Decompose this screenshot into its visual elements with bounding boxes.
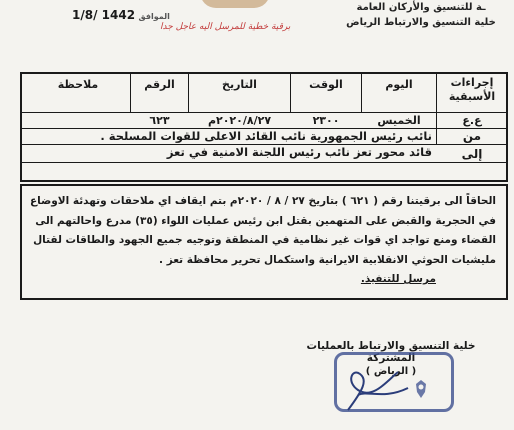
col-number-header: الرقم [144, 78, 175, 91]
body-closing: مرسل للتنفيذ. [360, 273, 436, 285]
body-line-3: القضاء ومنع تواجد اي قوات غير نظامية في المنطقة وتوجيه جميع الجهود والطاقات لقتال [33, 234, 496, 246]
cable-header-table [20, 72, 508, 182]
letterhead-org [336, 2, 506, 28]
to-value: قائد محور تعز نائب رئيس اللجنة الامنية في تعز [166, 145, 432, 159]
col-time-header: الوقت [309, 78, 343, 91]
body-line-4: مليشيات الحوثي الانقلابية الايرانية واستكمال تحرير محافظة تعز . [159, 253, 496, 266]
priority-code: ع.ع [462, 114, 482, 127]
col-note-header: ملاحظة [57, 78, 99, 91]
body-line-2: في الحجرية والقبض على المتهمين بقتل ابن رئيس عمليات اللواء (٣٥) مدرع واحالتهم الى [35, 214, 496, 227]
procedures-header: إجراءات الأسبقية [448, 76, 496, 103]
date-value-cell: ٢٠٢٠/٨/٢٧م [207, 114, 272, 127]
col-day-header: اليوم [385, 78, 413, 91]
number-value: ٦٢٣ [149, 114, 170, 127]
message-body [20, 184, 508, 300]
header-date [72, 8, 174, 22]
date-value: 1442 /1/8 [72, 8, 136, 22]
priority-note: برقية خطية للمرسل اليه عاجل جدا [160, 22, 291, 32]
from-value: نائب رئيس الجمهورية نائب القائد الاعلى للقوات المسلحة . [100, 129, 432, 143]
org-line-2: خلية التنسيق والارتباط الرياض [346, 17, 496, 28]
emblem-top-fragment [200, 0, 270, 8]
body-line-1: الحاقاً الى برقيتنا رقم ( ٦٢١ ) بتاريخ ٢٧ / ٨ / ٢٠٢٠م بتم ايقاف اي ملاحقات وتهدئة الاوضاع [30, 195, 496, 207]
day-value: الخميس [377, 114, 421, 127]
handwritten-signature [338, 360, 428, 420]
time-value: ٢٣٠٠ [312, 114, 340, 127]
signature-city: ( الرياض ) [365, 366, 417, 377]
from-label: من [462, 129, 482, 143]
date-label: الموافق [138, 12, 170, 21]
to-label: إلى [461, 147, 483, 161]
org-line-1: ـة للتنسيق والأركان العامة [356, 2, 486, 13]
col-date-header: التاريخ [222, 78, 257, 91]
signature-org: خلية التنسيق والارتباط بالعمليات المشتركة [306, 340, 476, 364]
